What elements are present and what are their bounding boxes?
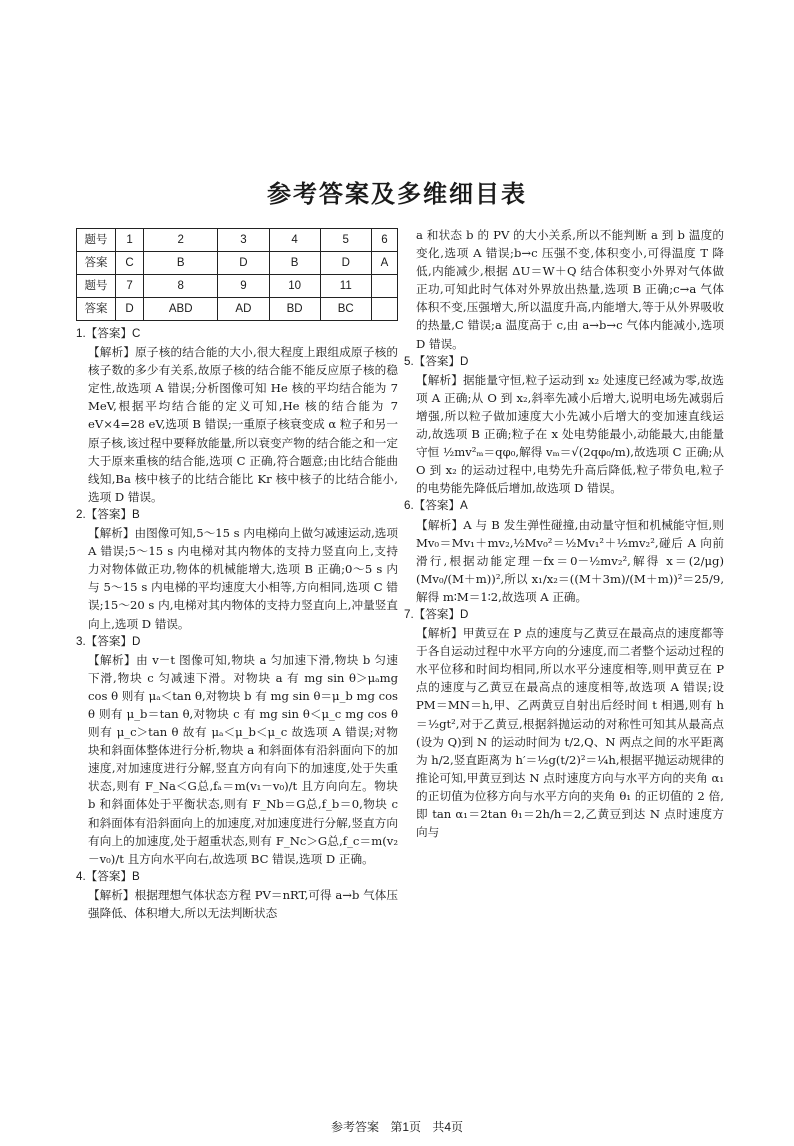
analysis-text: 【解析】A 与 B 发生弹性碰撞,由动量守恒和机械能守恒,则 Mv₀＝Mv₁＋mv₂,½Mv₀²＝½Mv₁²＋½mv₂²,碰后 A 向前滑行,根据动能定理－fx＝0－½mv₂²,解得 x＝(2/μg)(Mv₀/(M＋m))²,所以 x₁/x₂＝((M＋3m)/(M＋m))²＝25/9,解得 m∶M＝1∶2,故选项 A 正确。 (416, 517, 724, 604)
question-item (404, 497, 724, 606)
answer-table-row (77, 252, 398, 275)
analysis-text: 【解析】由 v－t 图像可知,物块 a 匀加速下滑,物块 b 匀速下滑,物块 c 匀减速下滑。对物块 a 有 mg sin θ＞μₐmg cos θ 则有 μₐ＜tan θ,对物块 b 有 mg sin θ＝μ_b mg cos θ 则有 μ_b＝tan θ,对物块 c 有 mg sin θ＜μ_c mg cos θ 则有 μ_c＞tan θ 故有 μₐ＜μ_b＜μ_c 故选项 A 错误;对物块和斜面体整体进行分析,物块 a 和斜面体有沿斜面向下的加速度,对加速度进行分解,竖直方向有向下的加速度,处于失重状态,则有 F_Na＜G总,fₐ＝m(v₁－v₀)/t 且方向向左。物块 b 和斜面体处于平衡状态,则有 F_Nb＝G总,f_b＝0,物块 c 和斜面体有沿斜面向上的加速度,对加速度进行分解,竖直方向有向上的加速度,处于超重状态,则有 F_Nc＞G总,f_c＝m(v₂－v₀)/t 且方向水平向右,故选项 BC 错误,选项 D 正确。 (88, 652, 398, 866)
answer-table-header-cell: 题号 (77, 229, 116, 252)
answer-table-cell: ABD (144, 298, 218, 321)
analysis-text: a 和状态 b 的 PV 的大小关系,所以不能判断 a 到 b 温度的变化,选项 A 错误;b→c 压强不变,体积变小,可得温度 T 降低,内能减少,根据 ΔU＝W＋Q 结合体积变小外界对气体做正功,可知此时气体对外界放出热量,选项 B 正确;c→a 气体体积不变,压强增大,所以温度升高,内能增大,等于从外界吸收的热量,C 错误;a 温度高于 c,由 a→b→c 气体内能减小,选项 D 错误。 (416, 228, 724, 351)
answer-table-cell: D (218, 252, 269, 275)
answer-table-cell: D (116, 298, 144, 321)
answer-table-header-cell: 题号 (77, 275, 116, 298)
answer-table-cell: 11 (320, 275, 371, 298)
answer-table-cell (371, 298, 397, 321)
answer-table-row (77, 298, 398, 321)
answer-table-row (77, 229, 398, 252)
page-title: 参考答案及多维细目表 (267, 180, 527, 208)
answer-table-header-cell: 答案 (77, 252, 116, 275)
answer-table-cell: BC (320, 298, 371, 321)
answer-table-cell: 3 (218, 229, 269, 252)
answer-table-cell: BD (269, 298, 320, 321)
answer-line: 2.【答案】B (76, 507, 140, 521)
question-item (404, 226, 724, 353)
answer-table-cell: C (116, 252, 144, 275)
answer-line: 4.【答案】B (76, 869, 140, 883)
answer-table-header-cell: 答案 (77, 298, 116, 321)
answer-table-cell: A (371, 252, 397, 275)
answer-table-cell: 8 (144, 275, 218, 298)
analysis-text: 【解析】由图像可知,5～15 s 内电梯向上做匀减速运动,选项 A 错误;5～15 s 内电梯对其内物体的支持力竖直向上,支持力对物体做正功,物体的机械能增大,选项 B 正确;0～5 s 内与 5～15 s 内电梯的平均速度大小相等,方向相同,选项 C 错误;15～20 s 内,电梯对其内物体的支持力竖直向上,冲量竖直向上,选项 D 错误。 (88, 526, 398, 631)
page-footer (0, 1118, 794, 1135)
analysis-text: 【解析】据能量守恒,粒子运动到 x₂ 处速度已经减为零,故选项 A 正确;从 O 到 x₂,斜率先减小后增大,说明电场先减弱后增强,所以粒子做加速度大小先减小后增大的变加速直线运动,故选项 B 正确;粒子在 x 处电势能最小,动能最大,由能量守恒 ½mv²ₘ＝qφ₀,解得 vₘ＝√(2qφ₀/m),故选项 C 正确;从 O 到 x₂ 的运动过程中,电势先升高后降低,粒子带负电,粒子的电势能先降低后增加,故选项 D 错误。 (416, 372, 724, 496)
analysis-text: 【解析】甲黄豆在 P 点的速度与乙黄豆在最高点的速度都等于各自运动过程中水平方向的分速度,而二者整个运动过程的水平位移和时间均相同,所以水平分速度相等,则甲黄豆在 P 点的速度与乙黄豆在最高点的速度相等,故选项 A 错误;设 PM＝MN＝h,甲、乙两黄豆自射出后经时间 t 相遇,则有 h＝½gt²,对于乙黄豆,根据斜抛运动的对称性可知其从最高点(设为 Q)到 N 的运动时间为 t/2,Q、N 两点之间的水平距离为 h/2,竖直距离为 h′＝½g(t/2)²＝¼h,根据平抛运动规律的推论可知,甲黄豆到达 N 点时速度方向与水平方向的夹角 α₁ 的正切值为位移方向与水平方向的夹角 θ₁ 的正切值的 2 倍,即 tan α₁＝2tan θ₁＝2h/h＝2,乙黄豆到达 N 点时速度方向与 (416, 626, 724, 840)
answer-table-cell: 5 (320, 229, 371, 252)
question-item (76, 868, 398, 922)
answer-table-cell: 2 (144, 229, 218, 252)
answer-table-cell: 4 (269, 229, 320, 252)
analysis-text: 【解析】原子核的结合能的大小,很大程度上跟组成原子核的核子数的多少有关系,故原子核的结合能不能反应原子核的稳定性,故选项 A 错误;分析图像可知 He 核的平均结合能为 7 MeV,根据平均结合能的定义可知,He 核的结合能为 7 eV×4=28 eV,选项 B 错误;一重原子核衰变成 α 粒子和另一原子核,该过程中要释放能量,所以衰变产物的结合能之和一定大于原来重核的结合能,选项 C 正确,符合题意;由比结合能曲线知,Ba 核中核子的比结合能比 Kr 核中核子的比结合能小,选项 D 错误。 (88, 345, 398, 504)
answer-table-cell: B (144, 252, 218, 275)
answer-line: 1.【答案】C (76, 327, 141, 340)
question-item (404, 606, 724, 841)
left-items (76, 325, 398, 922)
answer-table-cell: 1 (116, 229, 144, 252)
right-items (404, 226, 724, 841)
answer-line: 7.【答案】D (404, 607, 469, 621)
answer-table (76, 228, 398, 321)
footer-total: 共4页 (432, 1120, 464, 1134)
footer-text: 参考答案 (330, 1120, 379, 1134)
question-item (76, 506, 398, 633)
answer-table-cell (371, 275, 397, 298)
question-item (404, 353, 724, 498)
answer-table-cell: 10 (269, 275, 320, 298)
right-column (404, 226, 724, 1118)
answer-line: 3.【答案】D (76, 634, 141, 648)
answer-table-cell: 9 (218, 275, 269, 298)
answer-table-cell: AD (218, 298, 269, 321)
question-item (76, 325, 398, 506)
answer-table-cell: D (320, 252, 371, 275)
answer-line: 6.【答案】A (404, 499, 468, 513)
analysis-text: 【解析】根据理想气体状态方程 PV＝nRT,可得 a→b 气体压强降低、体积增大,所以无法判断状态 (88, 887, 398, 920)
answer-line: 5.【答案】D (404, 354, 469, 368)
answer-table-cell: B (269, 252, 320, 275)
answer-table-cell: 7 (116, 275, 144, 298)
question-item (76, 633, 398, 868)
footer-page: 第1页 (390, 1120, 421, 1134)
answer-table-cell: 6 (371, 229, 397, 252)
left-column (76, 228, 398, 1118)
answer-table-row (77, 275, 398, 298)
